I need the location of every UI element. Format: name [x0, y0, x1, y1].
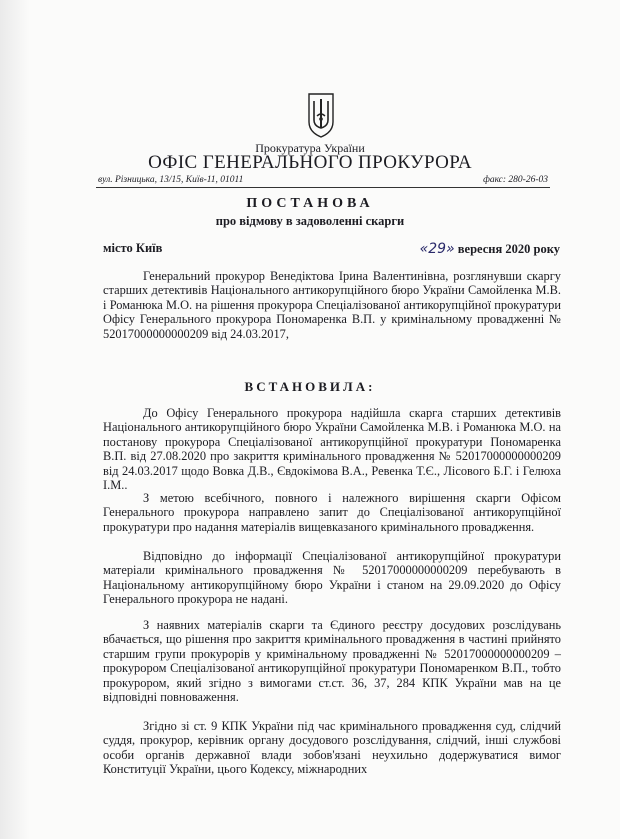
date-month-year: вересня 2020 року [457, 242, 560, 256]
paragraph-1: До Офісу Генерального прокурора надійшла скарга старших детективів Національного антикорупційного бюро України Самойленка М.В. і Романюка М.О. на постанову прокурора Спеціалізованої антикорупційної прокуратури Пономаренка В.П. від 27.08.2020 про закриття кримінального провадження № 52017000000000209 від 24.03.2017 щодо Вовка Д.В., Євдокімова В.А., Ревенка Т.Є., Лісового Б.Г. і Гелюха І.М.. [103, 406, 561, 493]
office-subtitle: Прокуратура України [255, 141, 365, 155]
trident-emblem-icon [306, 92, 336, 138]
header-divider [96, 187, 550, 188]
intro-paragraph: Генеральний прокурор Венедіктова Ірина Валентинівна, розглянувши скаргу старших детективів Національного антикорупційного бюро України Самойленка М.В. і Романюка М.О. на рішення прокурора Спеціалізованої антикорупційної прокуратури Офісу Генерального прокурора Пономаренка В.П. у кримінальному провадженні № 52017000000000209 від 24.03.2017, [103, 269, 561, 341]
office-name: ОФІС ГЕНЕРАЛЬНОГО ПРОКУРОРА [148, 152, 472, 173]
scan-edge-shadow [0, 0, 30, 839]
office-address: вул. Різницька, 13/15, Київ-11, 01011 [98, 175, 244, 185]
document-subtitle: про відмову в задоволенні скарги [215, 214, 405, 228]
paragraph-4: З наявних матеріалів скарги та Єдиного реєстру досудових розслідувань вбачається, що рішення про закриття кримінального провадження в частині прийнято старшим групи прокурорів у кримінальному провадженні № 52017000000000209 – прокурором Спеціалізованої антикорупційної прокуратури Пономаренком В.П., тобто прокурором, який згідно з вимогами ст.ст. 36, 37, 284 КПК України мав на це відповідні повноваження. [103, 618, 561, 705]
date-line [420, 241, 560, 257]
paragraph-5: Згідно зі ст. 9 КПК України під час кримінального провадження суд, слідчий суддя, прокурор, керівник органу досудового розслідування, слідчий, інші службові особи органів державної влади зобов'язані неухильно додержуватися вимог Конституції України, цього Кодексу, міжнародних [103, 719, 561, 777]
city-line: місто Київ [103, 241, 163, 255]
document-title: ПОСТАНОВА [246, 196, 374, 211]
section-heading: ВСТАНОВИЛА: [244, 379, 376, 394]
date-day: «29» [419, 241, 455, 257]
office-fax: факс: 280-26-03 [483, 175, 548, 185]
paragraph-2: З метою всебічного, повного і належного вирішення скарги Офісом Генерального прокурора направлено запит до Спеціалізованої антикорупційної прокуратури про надання матеріалів вищевказаного кримінального провадження. [103, 491, 561, 534]
paragraph-3: Відповідно до інформації Спеціалізованої антикорупційної прокуратури матеріали кримінального провадження № 52017000000000209 перебувають в Національному антикорупційному бюро України і станом на 29.09.2020 до Офісу Генерального прокурора не надані. [103, 549, 561, 607]
